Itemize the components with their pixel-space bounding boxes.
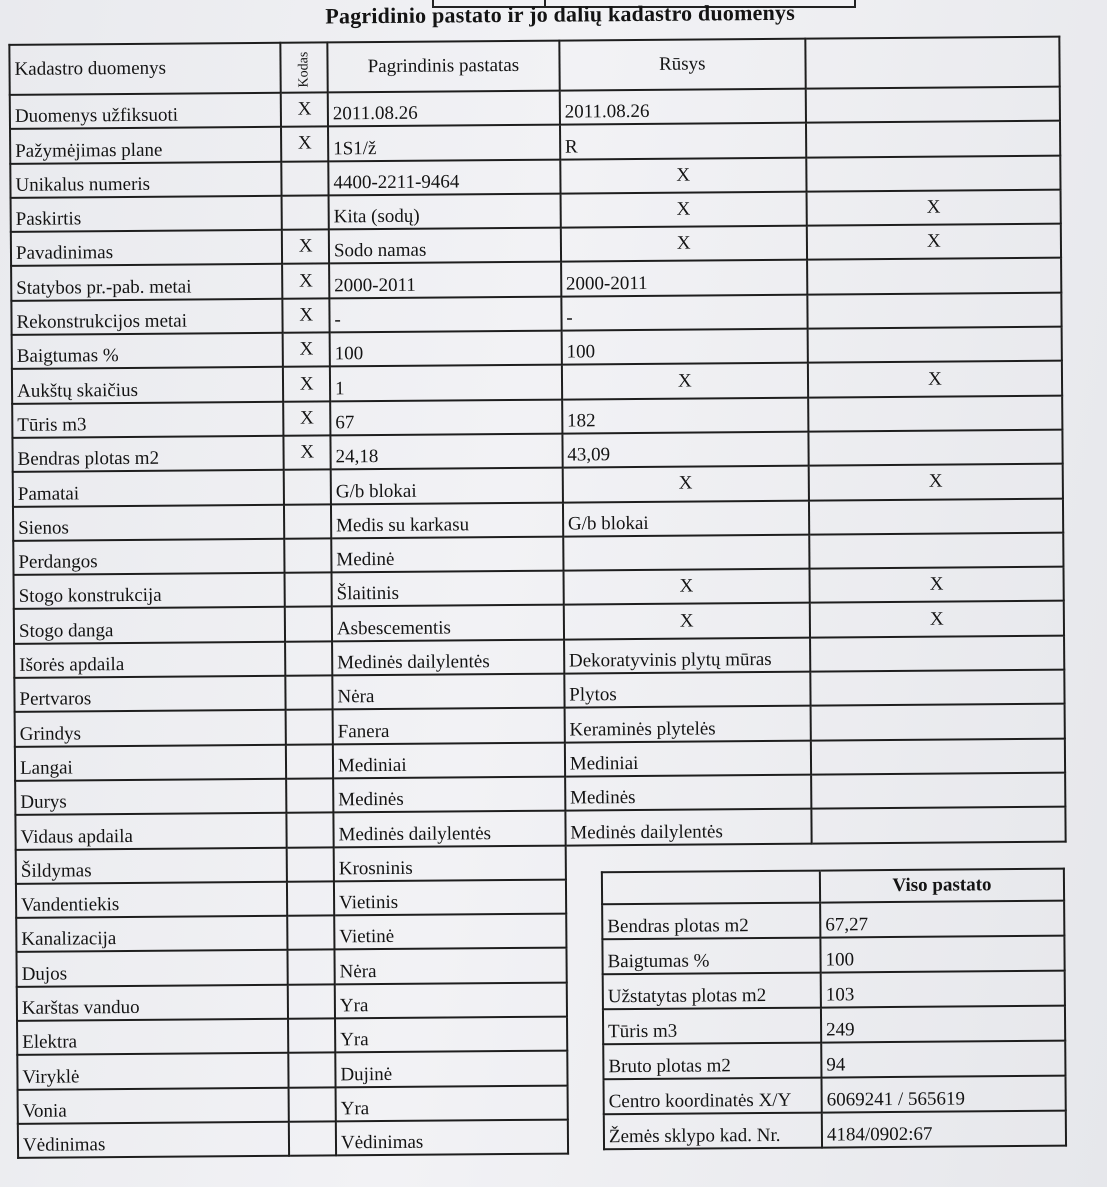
summary-value: 249 — [821, 1006, 1065, 1043]
row-extra-value — [810, 635, 1064, 671]
row-code-mark — [287, 813, 334, 848]
header-code: Kodas — [281, 42, 328, 92]
row-basement-value: X — [560, 157, 806, 193]
summary-label: Užstatytas plotas m2 — [603, 973, 821, 1010]
summary-label: Žemės sklypo kad. Nr. — [604, 1113, 822, 1150]
row-extra-value: X — [806, 190, 1060, 226]
row-main-value: Sodo namas — [329, 228, 561, 264]
row-main-value: Nėra — [334, 948, 566, 984]
row-basement-value: Keraminės plytelės — [564, 706, 810, 742]
row-extra-value — [811, 738, 1065, 774]
row-basement-value — [563, 535, 809, 571]
row-basement-value: Plytos — [564, 672, 810, 708]
row-extra-value — [806, 155, 1060, 191]
summary-value: 6069241 / 565619 — [821, 1076, 1065, 1113]
row-extra-value: X — [810, 601, 1064, 637]
summary-row — [603, 1041, 1065, 1080]
row-main-value: Vietinis — [334, 879, 566, 915]
row-basement-value: Medinės dailylentės — [565, 809, 811, 845]
row-label: Rekonstrukcijos metai — [11, 299, 283, 335]
row-label: Šildymas — [16, 847, 288, 883]
row-code-mark: X — [281, 127, 328, 162]
row-label: Statybos pr.-pab. metai — [11, 264, 283, 300]
row-extra-value — [810, 704, 1064, 740]
summary-row — [603, 1006, 1065, 1045]
row-main-value: Nėra — [332, 674, 564, 710]
row-extra-value — [811, 773, 1065, 809]
row-code-mark — [288, 984, 335, 1019]
row-label: Dujos — [16, 950, 288, 986]
row-extra-value — [806, 87, 1060, 123]
row-main-value: Medinės dailylentės — [332, 639, 564, 675]
row-basement-value: X — [562, 363, 808, 399]
summary-header-row — [602, 869, 1064, 905]
summary-row — [603, 971, 1065, 1010]
row-label: Vidaus apdaila — [15, 813, 287, 849]
row-extra-value: X — [808, 464, 1062, 500]
row-basement-value: X — [564, 603, 810, 639]
row-label: Karštas vanduo — [17, 984, 289, 1020]
row-code-mark — [286, 710, 333, 745]
row-code-mark — [284, 504, 331, 539]
row-label: Durys — [15, 779, 287, 815]
row-code-mark: X — [283, 367, 330, 402]
row-label: Duomenys užfiksuoti — [10, 93, 282, 129]
summary-label: Tūris m3 — [603, 1008, 821, 1045]
summary-row — [603, 1076, 1065, 1115]
row-code-mark — [282, 161, 329, 196]
row-label: Pavadinimas — [11, 230, 283, 266]
row-label: Pamatai — [13, 470, 285, 506]
row-main-value: Medis su karkasu — [331, 502, 563, 538]
row-code-mark — [284, 470, 331, 505]
row-basement-value: 182 — [562, 397, 808, 433]
row-label: Išorės apdaila — [14, 642, 286, 678]
row-main-value: Dujinė — [335, 1051, 567, 1087]
row-basement-value: X — [563, 569, 809, 605]
row-basement-value: Medinės — [565, 775, 811, 811]
row-label: Bendras plotas m2 — [12, 436, 284, 472]
row-basement-value: X — [560, 192, 806, 228]
row-extra-value: X — [809, 567, 1063, 603]
row-basement-value: Dekoratyvinis plytų mūras — [564, 637, 810, 673]
row-label: Paskirtis — [11, 196, 283, 232]
row-label: Pažymėjimas plane — [10, 127, 282, 163]
row-main-value: Yra — [336, 1085, 568, 1121]
row-code-mark — [282, 195, 329, 230]
row-code-mark — [289, 1121, 336, 1156]
row-main-value: Medinės dailylentės — [333, 811, 565, 847]
row-main-value: - — [329, 296, 561, 332]
row-code-mark: X — [281, 92, 328, 127]
summary-title: Viso pastato — [820, 869, 1064, 903]
row-main-value: Krosninis — [334, 845, 566, 881]
row-main-value: 24,18 — [330, 434, 562, 470]
row-main-value: Medinės — [333, 777, 565, 813]
row-main-value: 1 — [330, 365, 562, 401]
row-main-value: 2011.08.26 — [328, 91, 560, 127]
row-extra-value: X — [808, 361, 1062, 397]
summary-label: Bendras plotas m2 — [602, 903, 820, 940]
header-extra — [805, 37, 1060, 89]
row-label: Perdangos — [13, 539, 285, 575]
row-extra-value — [809, 533, 1063, 569]
row-label: Tūris m3 — [12, 401, 284, 437]
row-extra-value — [806, 121, 1060, 157]
row-label: Vandentiekis — [16, 882, 288, 918]
row-basement-value: 100 — [561, 329, 807, 365]
summary-row — [602, 901, 1064, 940]
row-code-mark — [289, 1087, 336, 1122]
row-label: Pertvaros — [14, 676, 286, 712]
row-code-mark: X — [284, 401, 331, 436]
row-main-value: Šlaitinis — [331, 571, 563, 607]
row-basement-value: Mediniai — [565, 740, 811, 776]
row-main-value: Medinė — [331, 536, 563, 572]
row-code-mark — [287, 778, 334, 813]
row-code-mark: X — [283, 264, 330, 299]
row-label: Vėdinimas — [18, 1122, 290, 1158]
building-summary-table — [601, 868, 1067, 1151]
row-code-mark — [285, 573, 332, 608]
summary-label: Bruto plotas m2 — [603, 1043, 821, 1080]
row-extra-value — [809, 498, 1063, 534]
row-code-mark — [289, 1053, 336, 1088]
summary-label: Baigtumas % — [602, 938, 820, 975]
row-label: Vonia — [18, 1087, 290, 1123]
row-extra-value — [808, 430, 1062, 466]
row-main-value: Mediniai — [333, 742, 565, 778]
row-extra-value — [811, 807, 1065, 843]
row-code-mark: X — [283, 298, 330, 333]
summary-value: 103 — [821, 971, 1065, 1008]
row-code-mark — [285, 538, 332, 573]
row-extra-value — [807, 258, 1061, 294]
row-main-value: G/b blokai — [331, 468, 563, 504]
row-label: Baigtumas % — [12, 333, 284, 369]
row-basement-value: X — [562, 466, 808, 502]
row-extra-value: X — [807, 224, 1061, 260]
row-main-value: 1S1/ž — [328, 125, 560, 161]
row-basement-value: G/b blokai — [563, 500, 809, 536]
row-label: Stogo danga — [14, 607, 286, 643]
summary-header-blank — [602, 871, 820, 905]
row-extra-value — [807, 292, 1061, 328]
table-header-row — [9, 37, 1059, 95]
page-title: Pagridinio pastato ir jo dalių kadastro duomenys — [325, 0, 796, 29]
row-code-mark — [287, 847, 334, 882]
row-label: Unikalus numeris — [10, 161, 282, 197]
row-main-value: Yra — [335, 1017, 567, 1053]
summary-label: Centro koordinatės X/Y — [603, 1078, 821, 1115]
row-label: Grindys — [15, 710, 287, 746]
header-basement: Rūsys — [559, 39, 805, 91]
row-label: Viryklė — [17, 1053, 289, 1089]
row-label: Aukštų skaičius — [12, 367, 284, 403]
summary-row — [602, 936, 1064, 975]
row-main-value: Asbescementis — [332, 605, 564, 641]
row-basement-value: - — [561, 294, 807, 330]
row-main-value: Yra — [335, 982, 567, 1018]
row-code-mark — [288, 1018, 335, 1053]
row-main-value: Fanera — [333, 708, 565, 744]
row-code-mark — [287, 881, 334, 916]
row-main-value: Vėdinimas — [336, 1119, 568, 1155]
row-label: Stogo konstrukcija — [14, 573, 286, 609]
summary-value: 94 — [821, 1041, 1065, 1078]
row-code-mark — [285, 641, 332, 676]
row-main-value: Kita (sodų) — [329, 193, 561, 229]
row-main-value: Vietinė — [334, 914, 566, 950]
row-extra-value — [808, 395, 1062, 431]
row-basement-value: X — [561, 226, 807, 262]
row-label: Elektra — [17, 1019, 289, 1055]
row-basement-value: 43,09 — [562, 432, 808, 468]
row-main-value: 67 — [330, 399, 562, 435]
row-label: Kanalizacija — [16, 916, 288, 952]
summary-value: 4184/0902:67 — [822, 1111, 1066, 1148]
summary-value: 67,27 — [820, 901, 1064, 938]
row-extra-value — [807, 327, 1061, 363]
header-label: Kadastro duomenys — [9, 43, 281, 95]
row-basement-value: R — [560, 123, 806, 159]
row-code-mark: X — [283, 332, 330, 367]
summary-value: 100 — [820, 936, 1064, 973]
row-label: Langai — [15, 744, 287, 780]
row-code-mark — [286, 744, 333, 779]
row-code-mark — [288, 950, 335, 985]
row-basement-value: 2011.08.26 — [559, 89, 805, 125]
header-main-building: Pagrindinis pastatas — [327, 41, 559, 93]
row-code-mark — [285, 607, 332, 642]
row-code-mark: X — [284, 435, 331, 470]
summary-row — [604, 1111, 1066, 1150]
row-code-mark — [288, 916, 335, 951]
row-extra-value — [810, 670, 1064, 706]
row-code-mark — [286, 675, 333, 710]
row-label: Sienos — [13, 504, 285, 540]
row-main-value: 2000-2011 — [329, 262, 561, 298]
row-main-value: 4400-2211-9464 — [328, 159, 560, 195]
row-main-value: 100 — [330, 331, 562, 367]
row-basement-value: 2000-2011 — [561, 260, 807, 296]
row-code-mark: X — [282, 230, 329, 265]
